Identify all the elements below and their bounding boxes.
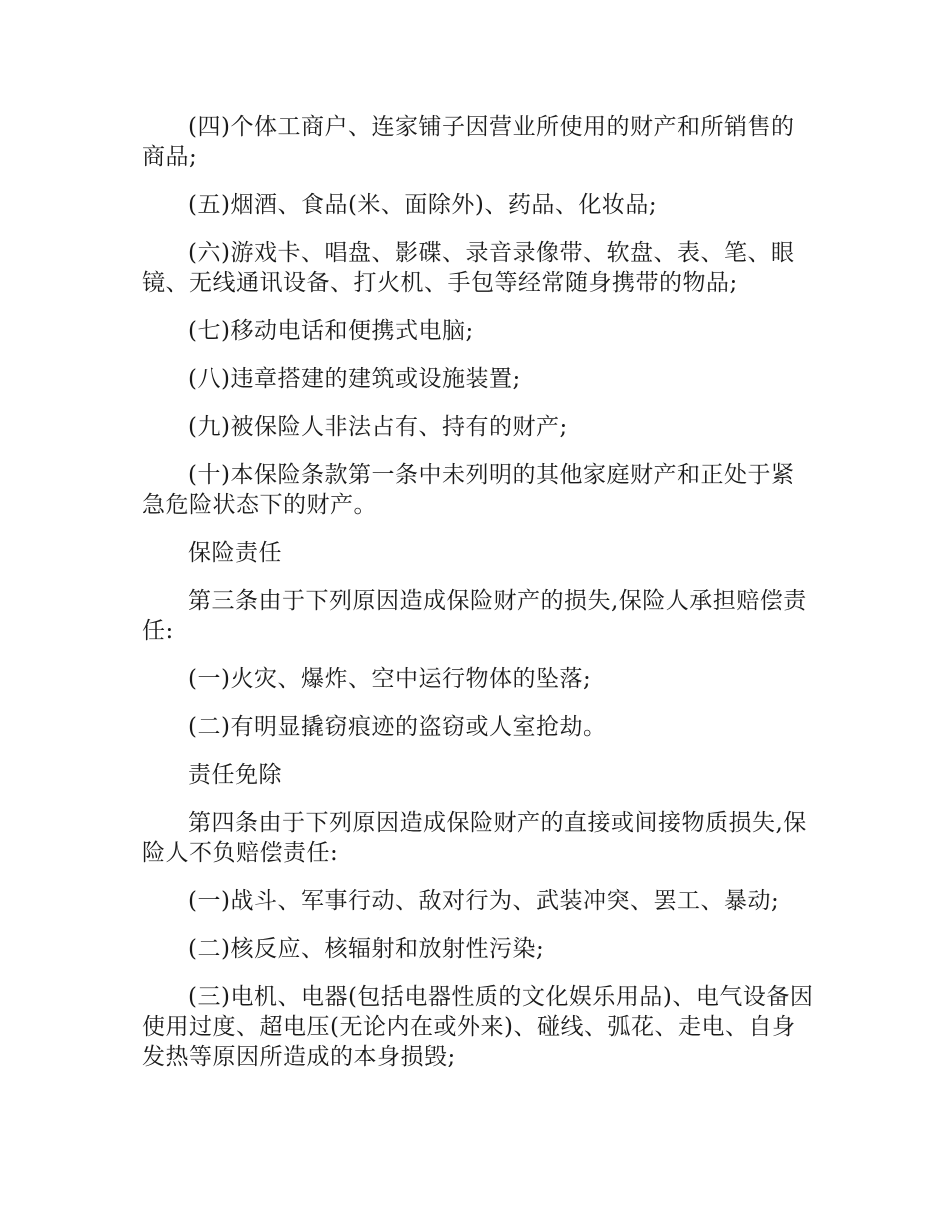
clause-item-6: (六)游戏卡、唱盘、影碟、录音录像带、软盘、表、笔、眼镜、无线通讯设备、打火机、手包等经常随身携带的物品; [142, 240, 795, 296]
article-4-item-1: (一)战斗、军事行动、敌对行为、武装冲突、罢工、暴动; [188, 888, 780, 914]
article-3-item-1: (一)火灾、爆炸、空中运行物体的坠落; [188, 666, 592, 692]
document-page [142, 112, 814, 1090]
clause-item-10: (十)本保险条款第一条中未列明的其他家庭财产和正处于紧急危险状态下的财产。 [142, 462, 795, 518]
section-heading-exclusions: 责任免除 [188, 762, 282, 788]
article-3: 第三条由于下列原因造成保险财产的损失,保险人承担赔偿责任: [142, 588, 807, 644]
article-3-item-2: (二)有明显撬窃痕迹的盗窃或人室抢劫。 [188, 714, 607, 740]
article-4: 第四条由于下列原因造成保险财产的直接或间接物质损失,保险人不负赔偿责任: [142, 810, 807, 866]
clause-item-7: (七)移动电话和便携式电脑; [188, 318, 474, 344]
clause-item-9: (九)被保险人非法占有、持有的财产; [188, 414, 568, 440]
section-heading-liability: 保险责任 [188, 540, 282, 566]
clause-item-5: (五)烟酒、食品(米、面除外)、药品、化妆品; [188, 192, 658, 218]
clause-item-8: (八)违章搭建的建筑或设施装置; [188, 366, 521, 392]
clause-item-4: (四)个体工商户、连家铺子因营业所使用的财产和所销售的商品; [142, 114, 795, 170]
article-4-item-3: (三)电机、电器(包括电器性质的文化娱乐用品)、电气设备因使用过度、超电压(无论内在或外来)、碰线、弧花、走电、自身发热等原因所造成的本身损毁; [142, 984, 814, 1070]
article-4-item-2: (二)核反应、核辐射和放射性污染; [188, 936, 545, 962]
